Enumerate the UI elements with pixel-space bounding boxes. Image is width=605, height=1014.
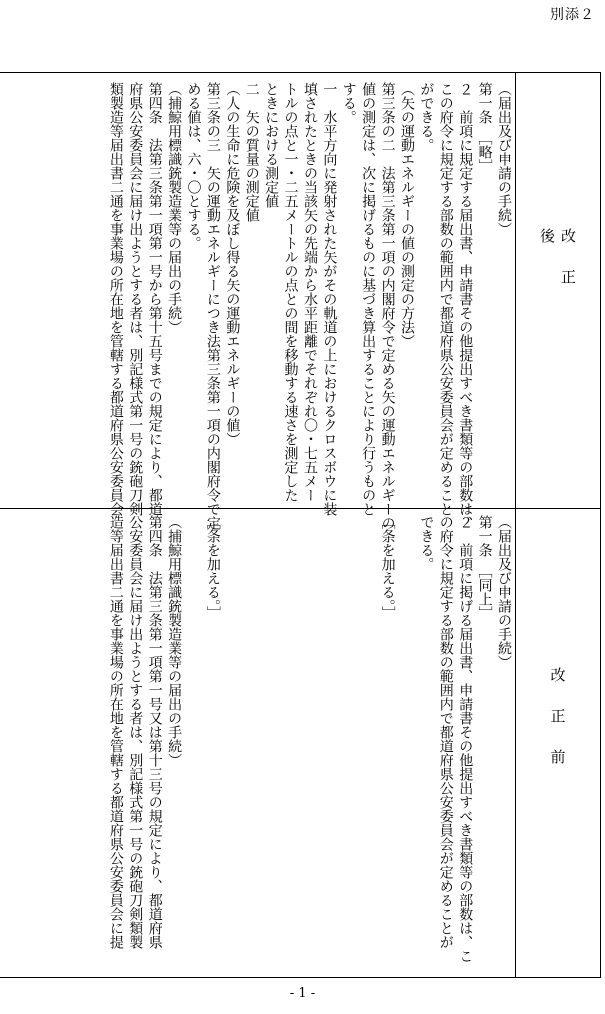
before-text-line [358,515,377,960]
before-text-line: 第四条 法第三条第一項第一号又は第十三号の規定により、都道府県 [146,515,163,949]
after-text-line: この府令に規定する部数の範囲内で都道府県公安委員会が定めること [437,82,454,516]
before-text [105,515,513,963]
after-text-line: 府県公安委員会に届け出ようとする者は、別記様式第一号の銃砲刀剣 [127,82,144,516]
before-text-line [222,515,241,960]
after-text [105,82,513,530]
after-text-line: 填されたときの当該矢の先端から水平距離でそれぞれ〇・七五メー [301,82,318,502]
header-divider [515,73,516,977]
after-text-line: トルの点と一・二五メートルの点との間を移動する速さを測定した [282,82,299,502]
after-text-line: （捕鯨用標識銃製造業等の届出の手続） [166,82,183,334]
before-text-line: 造等届出書二通を事業場の所在地を管轄する都道府県公安委員会に提 [107,515,124,949]
after-text-line: （矢の運動エネルギーの値の測定の方法） [398,82,415,348]
before-text-line: ２ 前項に掲げる届出書、申請書その他提出すべき書類等の部数は、こ [457,515,474,963]
before-text-line [280,515,299,960]
before-text-line: （捕鯨用標識銃製造業等の届出の手続） [166,515,183,767]
after-text-line: 第一条 ［略］ [476,82,493,173]
before-text-line: の府令に規定する部数の範囲内で都道府県公安委員会が定めることが [437,515,454,949]
after-text-line: 第四条 法第三条第一項第一号から第十五号までの規定により、都道 [146,82,163,516]
after-text-line: ができる。 [418,82,435,152]
before-text-line [397,515,416,960]
after-text-line: する。 [340,82,357,124]
before-text-line [319,515,338,960]
before-text-line [300,515,319,960]
after-text-line: 類製造等届出書二通を事業場の所在地を管轄する都道府県公安委員会 [107,82,124,516]
before-text-line: できる。 [418,515,435,571]
after-text-line: ２ 前項に規定する届出書、申請書その他提出すべき書類等の部数は、 [457,82,474,530]
after-text-line: 第三条の三 矢の運動エネルギーにつき法第三条第一項の内閣府令で定 [204,82,221,530]
after-text-line: める値は、六・〇とする。 [185,82,202,250]
header-after: 改正後 [538,228,577,310]
page-number: - 1 - [289,986,316,1001]
before-text-line: ［条を加える。］ [379,515,396,620]
after-text-line: 二 矢の質量の測定値 [243,82,260,222]
before-text-line: 第一条 ［同上］ [476,515,493,620]
before-text-line [261,515,280,960]
after-text-line: 値の測定は、次に掲げるものに基づき算出することにより行うものと [360,82,377,516]
header-before: 改正前 [548,666,567,790]
after-text-line: ときにおける測定値 [263,82,280,208]
before-text-line: （届出及び申請の手続） [496,515,512,669]
before-text-line [338,515,357,960]
attachment-label: 別添２ [550,7,595,23]
before-text-line [241,515,260,960]
before-text-line [183,515,202,960]
after-text-line: 一 水平方向に発射された矢がその軌道の上におけるクロスボウに装 [321,82,338,516]
after-text-line: （届出及び申請の手続） [496,82,512,236]
before-text-line: ［条を加える。］ [204,515,221,620]
after-text-line: （人の生命に危険を及ぼし得る矢の運動エネルギーの値） [224,82,241,446]
after-text-line: 第三条の二 法第三条第一項の内閣府令で定める矢の運動エネルギーの [379,82,396,530]
before-text-line: 公安委員会に届け出ようとする者は、別記様式第一号の銃砲刀剣類製 [127,515,144,949]
section-divider [0,508,600,509]
